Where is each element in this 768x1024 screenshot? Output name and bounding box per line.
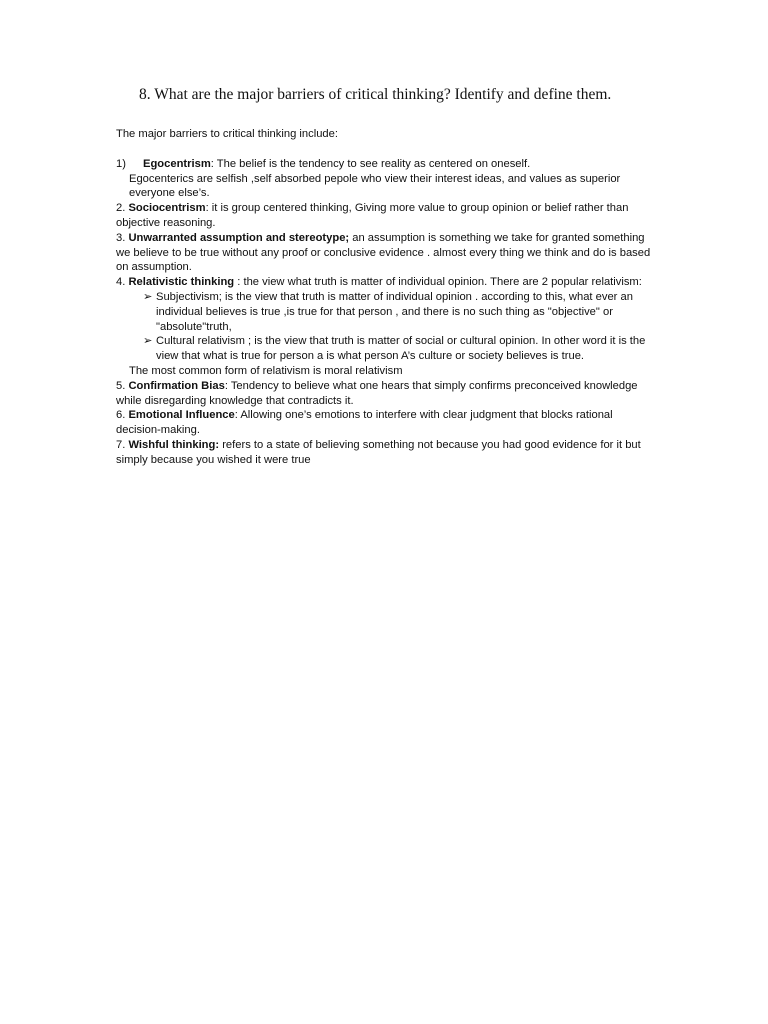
item-number: 6. xyxy=(116,409,126,422)
item-number: 4. xyxy=(116,276,126,289)
relativism-note: The most common form of relativism is moral relativism xyxy=(129,364,403,377)
item-definition: : it is group centered thinking, Giving more value to group opinion or belief rather than objective reasoning. xyxy=(116,202,629,229)
item-number: 2. xyxy=(116,202,126,215)
bullet-cultural-relativism xyxy=(116,334,652,364)
item-term: Egocentrism xyxy=(143,157,211,170)
item-definition: : Tendency to believe what one hears that simply confirms preconceived knowledge while disregarding knowledge that contradicts it. xyxy=(116,379,638,407)
bullet-subjectivism xyxy=(116,290,652,334)
item-definition: refers to a state of believing something not because you had good evidence for it but simply because you wished it were true xyxy=(116,438,641,466)
arrow-bullet-icon: ➢ xyxy=(143,290,153,303)
item-term: Sociocentrism xyxy=(128,202,206,215)
item-term: Unwarranted assumption and stereotype; xyxy=(128,231,350,244)
intro-text: The major barriers to critical thinking include: xyxy=(116,128,338,140)
item-term: Emotional Influence xyxy=(128,409,235,422)
item-definition: : the view what truth is matter of individual opinion. There are 2 popular relativism: xyxy=(234,276,642,289)
item-egocentrism xyxy=(116,157,652,172)
item-term: Wishful thinking: xyxy=(128,438,220,451)
item-egocentrism-extra: Egocenterics are selfish ,self absorbed pepole who view their interest ideas, and values as superior everyone else’s. xyxy=(129,172,621,200)
item-definition: : The belief is the tendency to see reality as centered on oneself. xyxy=(210,157,531,170)
item-number: 1) xyxy=(116,157,126,170)
answer-body xyxy=(116,127,652,468)
bullet-text: Subjectivism; is the view that truth is matter of individual opinion . according to this, what ever an individual believes is true ,is true for that person , and there is no such thing as "objective" or "absolute"truth, xyxy=(156,290,633,333)
question-heading: 8. What are the major barriers of critical thinking? Identify and define them. xyxy=(139,86,612,103)
item-definition: : Allowing one’s emotions to interfere with clear judgment that blocks rational decision-making. xyxy=(116,409,613,437)
item-sociocentrism xyxy=(116,201,652,231)
item-relativistic-thinking xyxy=(116,275,652,290)
item-wishful-thinking xyxy=(116,438,652,468)
item-number: 5. xyxy=(116,379,126,392)
item-emotional-influence xyxy=(116,408,652,438)
bullet-text: Cultural relativism ; is the view that truth is matter of social or cultural opinion. In other word it is the view that what is true for person a is what person A’s culture or society believes is true. xyxy=(156,335,646,363)
item-term: Confirmation Bias xyxy=(128,379,225,392)
item-number: 7. xyxy=(116,438,126,451)
arrow-bullet-icon: ➢ xyxy=(143,335,153,348)
item-unwarranted-assumption xyxy=(116,231,652,275)
item-confirmation-bias xyxy=(116,379,652,409)
item-number: 3. xyxy=(116,231,126,244)
item-term: Relativistic thinking xyxy=(128,276,235,289)
item-definition: an assumption is something we take for granted something we believe to be true without any proof or conclusive evidence . almost every thing we think and do is based on assumption. xyxy=(116,231,651,274)
